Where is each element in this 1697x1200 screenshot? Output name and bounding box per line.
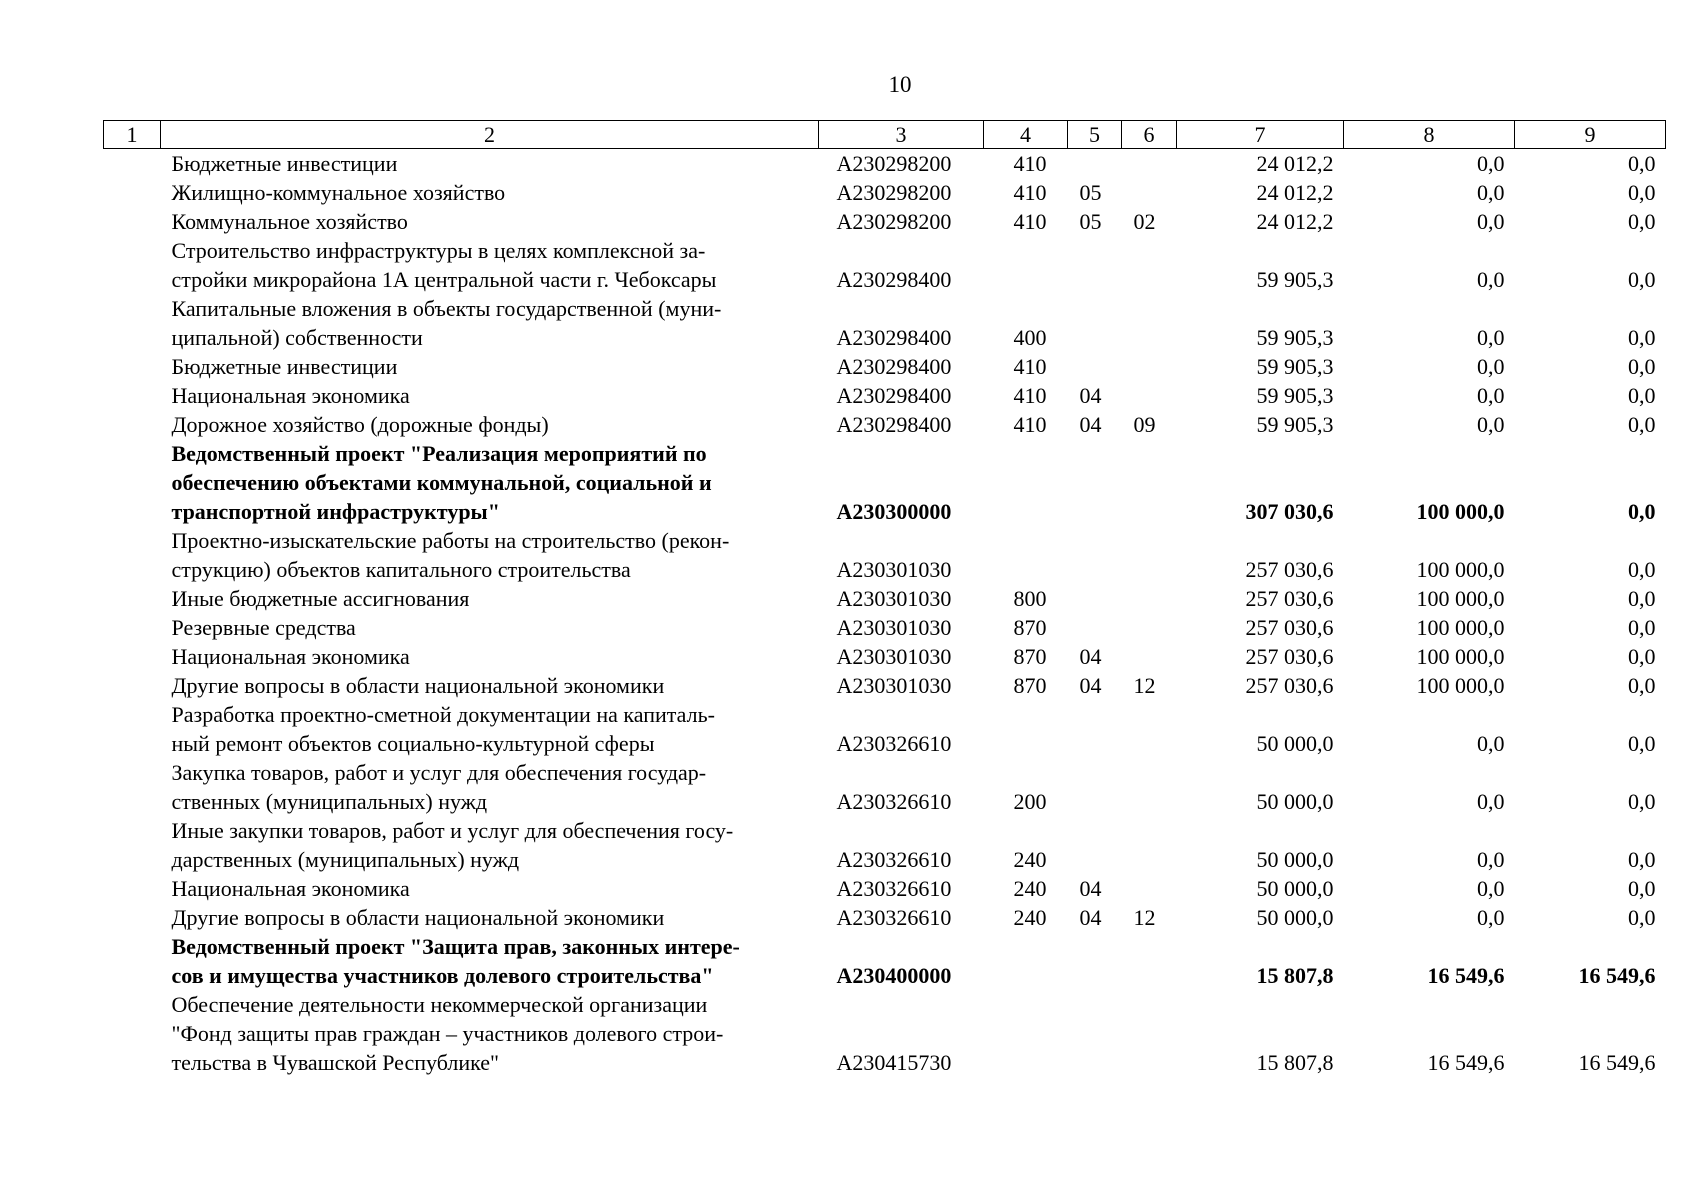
- row-name: [161, 613, 819, 642]
- row-amount-year3: 0,0: [1628, 267, 1656, 292]
- row-amount-year2: 100 000,0: [1416, 615, 1505, 640]
- row-name-line: тельства в Чувашской Республике": [171, 1050, 500, 1075]
- row-section: [1068, 236, 1122, 294]
- table-row: [104, 526, 1666, 584]
- row-target-code: А230326610: [836, 847, 952, 872]
- row-section: [1068, 816, 1122, 874]
- row-target-code: А230298400: [836, 354, 952, 379]
- row-section: 04: [1079, 876, 1102, 901]
- row-name-line: Дорожное хозяйство (дорожные фонды): [171, 412, 549, 437]
- row-amount-year1: 59 905,3: [1256, 383, 1334, 408]
- row-amount-year3: 0,0: [1628, 180, 1656, 205]
- row-amount-year1: 307 030,6: [1245, 499, 1334, 524]
- table-row: [104, 236, 1666, 294]
- row-amount-year1: 24 012,2: [1256, 209, 1334, 234]
- row-amount-year3: 0,0: [1628, 151, 1656, 176]
- row-name: [161, 381, 819, 410]
- row-cell-empty: [104, 874, 161, 903]
- row-name-line: Строительство инфраструктуры в целях комплексной за-: [171, 238, 706, 263]
- row-cell-empty: [104, 816, 161, 874]
- row-expense-type: 870: [1013, 673, 1047, 698]
- row-amount-year2: 100 000,0: [1416, 673, 1505, 698]
- row-target-code: А230298400: [836, 267, 952, 292]
- row-amount-year2: 100 000,0: [1416, 499, 1505, 524]
- row-expense-type: 400: [1013, 325, 1047, 350]
- row-name-line: Национальная экономика: [171, 876, 410, 901]
- table-row: [104, 671, 1666, 700]
- row-section: [1068, 758, 1122, 816]
- row-amount-year3: 0,0: [1628, 499, 1656, 524]
- table-row: [104, 294, 1666, 352]
- row-amount-year3: 0,0: [1628, 325, 1656, 350]
- row-amount-year1: 257 030,6: [1245, 644, 1334, 669]
- row-expense-type: 410: [1013, 151, 1047, 176]
- row-name: [161, 294, 819, 352]
- row-cell-empty: [104, 758, 161, 816]
- row-name-line: ственных (муниципальных) нужд: [171, 789, 488, 814]
- row-amount-year2: 0,0: [1477, 412, 1505, 437]
- row-amount-year3: 0,0: [1628, 847, 1656, 872]
- row-target-code: А230326610: [836, 876, 952, 901]
- row-amount-year1: 50 000,0: [1256, 905, 1334, 930]
- row-amount-year1: 257 030,6: [1245, 615, 1334, 640]
- row-name-line: обеспечению объектами коммунальной, социальной и: [171, 470, 712, 495]
- row-expense-type: 870: [1013, 644, 1047, 669]
- row-amount-year2: 0,0: [1477, 325, 1505, 350]
- row-name: [161, 874, 819, 903]
- row-amount-year2: 100 000,0: [1416, 557, 1505, 582]
- row-name-line: Национальная экономика: [171, 383, 410, 408]
- table-row: [104, 352, 1666, 381]
- row-cell-empty: [104, 526, 161, 584]
- row-expense-type: 410: [1013, 412, 1047, 437]
- row-amount-year3: 0,0: [1628, 673, 1656, 698]
- row-name: [161, 700, 819, 758]
- row-expense-type: 410: [1013, 180, 1047, 205]
- row-target-code: А230300000: [836, 499, 952, 524]
- row-cell-empty: [104, 903, 161, 932]
- row-amount-year3: 0,0: [1628, 905, 1656, 930]
- row-amount-year1: 59 905,3: [1256, 267, 1334, 292]
- row-expense-type: 410: [1013, 383, 1047, 408]
- row-amount-year1: 50 000,0: [1256, 789, 1334, 814]
- row-name: [161, 236, 819, 294]
- table-row: [104, 990, 1666, 1077]
- row-cell-empty: [104, 410, 161, 439]
- row-target-code: А230301030: [836, 615, 952, 640]
- row-target-code: А230301030: [836, 644, 952, 669]
- table-row: [104, 584, 1666, 613]
- row-section: 04: [1079, 644, 1102, 669]
- row-cell-empty: [104, 700, 161, 758]
- row-expense-type: 870: [1013, 615, 1047, 640]
- row-subsection: 09: [1133, 412, 1156, 437]
- page-number: 10: [888, 72, 912, 97]
- row-expense-type: [984, 526, 1068, 584]
- table-row: [104, 381, 1666, 410]
- table-row: [104, 439, 1666, 526]
- row-subsection: [1122, 613, 1177, 642]
- row-target-code: А230298200: [836, 209, 952, 234]
- row-amount-year1: 24 012,2: [1256, 151, 1334, 176]
- row-name-line: Иные закупки товаров, работ и услуг для обеспечения госу-: [171, 818, 734, 843]
- table-row: [104, 613, 1666, 642]
- row-amount-year1: 59 905,3: [1256, 354, 1334, 379]
- row-expense-type: 410: [1013, 354, 1047, 379]
- row-subsection: [1122, 526, 1177, 584]
- row-subsection: [1122, 294, 1177, 352]
- row-amount-year3: 0,0: [1628, 876, 1656, 901]
- row-cell-empty: [104, 236, 161, 294]
- row-subsection: [1122, 990, 1177, 1077]
- row-name-line: струкцию) объектов капитального строительства: [171, 557, 631, 582]
- column-header: 7: [1177, 121, 1344, 149]
- row-subsection: [1122, 932, 1177, 990]
- row-subsection: [1122, 700, 1177, 758]
- row-subsection: [1122, 439, 1177, 526]
- row-expense-type: 410: [1013, 209, 1047, 234]
- row-name: [161, 439, 819, 526]
- table-body: [104, 149, 1666, 1078]
- row-name-line: Разработка проектно-сметной документации на капиталь-: [171, 702, 715, 727]
- row-name-line: "Фонд защиты прав граждан – участников долевого строи-: [171, 1021, 724, 1046]
- row-target-code: А230298400: [836, 325, 952, 350]
- row-subsection: [1122, 149, 1177, 179]
- row-section: [1068, 700, 1122, 758]
- row-amount-year1: 59 905,3: [1256, 412, 1334, 437]
- row-cell-empty: [104, 381, 161, 410]
- row-amount-year2: 0,0: [1477, 847, 1505, 872]
- row-amount-year2: 0,0: [1477, 180, 1505, 205]
- row-amount-year1: 59 905,3: [1256, 325, 1334, 350]
- row-expense-type: 240: [1013, 876, 1047, 901]
- row-amount-year3: 0,0: [1628, 731, 1656, 756]
- row-cell-empty: [104, 294, 161, 352]
- row-cell-empty: [104, 584, 161, 613]
- row-name-line: Жилищно-коммунальное хозяйство: [171, 180, 506, 205]
- row-target-code: А230326610: [836, 905, 952, 930]
- row-amount-year1: 50 000,0: [1256, 876, 1334, 901]
- table-row: [104, 816, 1666, 874]
- row-amount-year3: 0,0: [1628, 383, 1656, 408]
- row-amount-year2: 0,0: [1477, 151, 1505, 176]
- table-row: [104, 758, 1666, 816]
- row-cell-empty: [104, 149, 161, 179]
- row-name: [161, 178, 819, 207]
- row-amount-year2: 0,0: [1477, 209, 1505, 234]
- row-amount-year1: 257 030,6: [1245, 673, 1334, 698]
- row-expense-type: 800: [1013, 586, 1047, 611]
- row-subsection: 12: [1133, 673, 1156, 698]
- row-name-line: Бюджетные инвестиции: [171, 151, 398, 176]
- row-name-line: Национальная экономика: [171, 644, 410, 669]
- row-name: [161, 352, 819, 381]
- row-name-line: Иные бюджетные ассигнования: [171, 586, 470, 611]
- row-section: [1068, 613, 1122, 642]
- row-name-line: Другие вопросы в области национальной экономики: [171, 673, 665, 698]
- row-name-line: Другие вопросы в области национальной экономики: [171, 905, 665, 930]
- row-amount-year3: 0,0: [1628, 354, 1656, 379]
- row-amount-year1: 50 000,0: [1256, 731, 1334, 756]
- row-section: [1068, 294, 1122, 352]
- row-cell-empty: [104, 352, 161, 381]
- table-row: [104, 178, 1666, 207]
- row-amount-year2: 16 549,6: [1427, 1050, 1505, 1075]
- row-name-line: Ведомственный проект "Реализация мероприятий по: [171, 441, 707, 466]
- row-expense-type: [984, 236, 1068, 294]
- row-name-line: Обеспечение деятельности некоммерческой организации: [171, 992, 708, 1017]
- row-section: [1068, 352, 1122, 381]
- row-target-code: А230301030: [836, 586, 952, 611]
- row-subsection: [1122, 178, 1177, 207]
- budget-table: [103, 120, 1666, 1077]
- row-cell-empty: [104, 439, 161, 526]
- row-subsection: 12: [1133, 905, 1156, 930]
- row-amount-year2: 0,0: [1477, 267, 1505, 292]
- row-section: [1068, 990, 1122, 1077]
- row-name-line: стройки микрорайона 1А центральной части г. Чебоксары: [171, 267, 717, 292]
- row-expense-type: [984, 932, 1068, 990]
- row-section: 05: [1079, 180, 1102, 205]
- row-target-code: А230298400: [836, 412, 952, 437]
- row-section: 04: [1079, 412, 1102, 437]
- table-row: [104, 903, 1666, 932]
- row-amount-year1: 15 807,8: [1256, 963, 1334, 988]
- row-section: 04: [1079, 383, 1102, 408]
- row-amount-year2: 0,0: [1477, 876, 1505, 901]
- row-amount-year3: 0,0: [1628, 644, 1656, 669]
- row-amount-year3: 0,0: [1628, 412, 1656, 437]
- row-cell-empty: [104, 990, 161, 1077]
- row-amount-year1: 24 012,2: [1256, 180, 1334, 205]
- row-amount-year2: 0,0: [1477, 731, 1505, 756]
- row-section: 05: [1079, 209, 1102, 234]
- row-name: [161, 903, 819, 932]
- row-subsection: [1122, 816, 1177, 874]
- row-expense-type: 240: [1013, 905, 1047, 930]
- row-amount-year1: 50 000,0: [1256, 847, 1334, 872]
- row-expense-type: [984, 990, 1068, 1077]
- row-name-line: сов и имущества участников долевого строительства": [171, 963, 714, 988]
- row-section: [1068, 526, 1122, 584]
- row-name: [161, 990, 819, 1077]
- table-row: [104, 642, 1666, 671]
- row-amount-year3: 16 549,6: [1578, 1050, 1656, 1075]
- row-amount-year1: 257 030,6: [1245, 557, 1334, 582]
- row-subsection: [1122, 874, 1177, 903]
- column-header: 6: [1122, 121, 1177, 149]
- row-cell-empty: [104, 207, 161, 236]
- row-cell-empty: [104, 932, 161, 990]
- row-amount-year3: 0,0: [1628, 586, 1656, 611]
- row-target-code: А230298400: [836, 383, 952, 408]
- row-subsection: [1122, 236, 1177, 294]
- row-name-line: Коммунальное хозяйство: [171, 209, 408, 234]
- column-header: 9: [1515, 121, 1666, 149]
- row-expense-type: [984, 439, 1068, 526]
- row-target-code: А230301030: [836, 557, 952, 582]
- row-amount-year1: 15 807,8: [1256, 1050, 1334, 1075]
- row-section: [1068, 584, 1122, 613]
- row-name-line: Бюджетные инвестиции: [171, 354, 398, 379]
- row-amount-year3: 16 549,6: [1578, 963, 1656, 988]
- row-subsection: 02: [1133, 209, 1156, 234]
- row-cell-empty: [104, 178, 161, 207]
- row-section: [1068, 149, 1122, 179]
- row-name-line: Проектно-изыскательские работы на строительство (рекон-: [171, 528, 730, 553]
- row-cell-empty: [104, 613, 161, 642]
- column-header: 3: [819, 121, 984, 149]
- row-name-line: ный ремонт объектов социально-культурной сферы: [171, 731, 655, 756]
- row-name: [161, 584, 819, 613]
- row-target-code: А230301030: [836, 673, 952, 698]
- row-target-code: А230326610: [836, 789, 952, 814]
- row-name: [161, 671, 819, 700]
- table-row: [104, 410, 1666, 439]
- row-subsection: [1122, 381, 1177, 410]
- row-section: [1068, 439, 1122, 526]
- row-amount-year2: 0,0: [1477, 354, 1505, 379]
- row-name-line: Закупка товаров, работ и услуг для обеспечения государ-: [171, 760, 707, 785]
- row-name-line: ципальной) собственности: [171, 325, 423, 350]
- row-amount-year3: 0,0: [1628, 557, 1656, 582]
- row-name-line: дарственных (муниципальных) нужд: [171, 847, 520, 872]
- table-row: [104, 700, 1666, 758]
- column-header: 4: [984, 121, 1068, 149]
- row-subsection: [1122, 584, 1177, 613]
- row-expense-type: 200: [1013, 789, 1047, 814]
- row-section: 04: [1079, 905, 1102, 930]
- row-name: [161, 932, 819, 990]
- row-section: 04: [1079, 673, 1102, 698]
- row-expense-type: [984, 700, 1068, 758]
- row-name: [161, 526, 819, 584]
- row-target-code: А230298200: [836, 180, 952, 205]
- row-amount-year2: 0,0: [1477, 383, 1505, 408]
- row-subsection: [1122, 352, 1177, 381]
- column-header: 8: [1344, 121, 1515, 149]
- row-name: [161, 410, 819, 439]
- row-name: [161, 758, 819, 816]
- row-subsection: [1122, 758, 1177, 816]
- row-section: [1068, 932, 1122, 990]
- table-row: [104, 207, 1666, 236]
- row-name: [161, 207, 819, 236]
- row-amount-year3: 0,0: [1628, 615, 1656, 640]
- row-amount-year2: 100 000,0: [1416, 644, 1505, 669]
- row-name: [161, 149, 819, 179]
- column-header: 1: [104, 121, 161, 149]
- column-header: 2: [161, 121, 819, 149]
- column-header: 5: [1068, 121, 1122, 149]
- row-amount-year1: 257 030,6: [1245, 586, 1334, 611]
- row-cell-empty: [104, 642, 161, 671]
- row-amount-year2: 0,0: [1477, 905, 1505, 930]
- row-expense-type: 240: [1013, 847, 1047, 872]
- row-amount-year3: 0,0: [1628, 789, 1656, 814]
- row-amount-year3: 0,0: [1628, 209, 1656, 234]
- row-name: [161, 816, 819, 874]
- row-cell-empty: [104, 671, 161, 700]
- row-name-line: транспортной инфраструктуры": [171, 499, 500, 524]
- row-name-line: Резервные средства: [171, 615, 356, 640]
- table-row: [104, 149, 1666, 179]
- table-row: [104, 932, 1666, 990]
- column-number-header-row: [104, 121, 1666, 149]
- row-target-code: А230298200: [836, 151, 952, 176]
- table-row: [104, 874, 1666, 903]
- row-amount-year2: 0,0: [1477, 789, 1505, 814]
- row-amount-year2: 100 000,0: [1416, 586, 1505, 611]
- row-target-code: А230326610: [836, 731, 952, 756]
- row-target-code: А230400000: [836, 963, 952, 988]
- row-target-code: А230415730: [836, 1050, 952, 1075]
- row-subsection: [1122, 642, 1177, 671]
- row-name-line: Капитальные вложения в объекты государственной (муни-: [171, 296, 722, 321]
- row-amount-year2: 16 549,6: [1427, 963, 1505, 988]
- row-name-line: Ведомственный проект "Защита прав, законных интере-: [171, 934, 740, 959]
- row-name: [161, 642, 819, 671]
